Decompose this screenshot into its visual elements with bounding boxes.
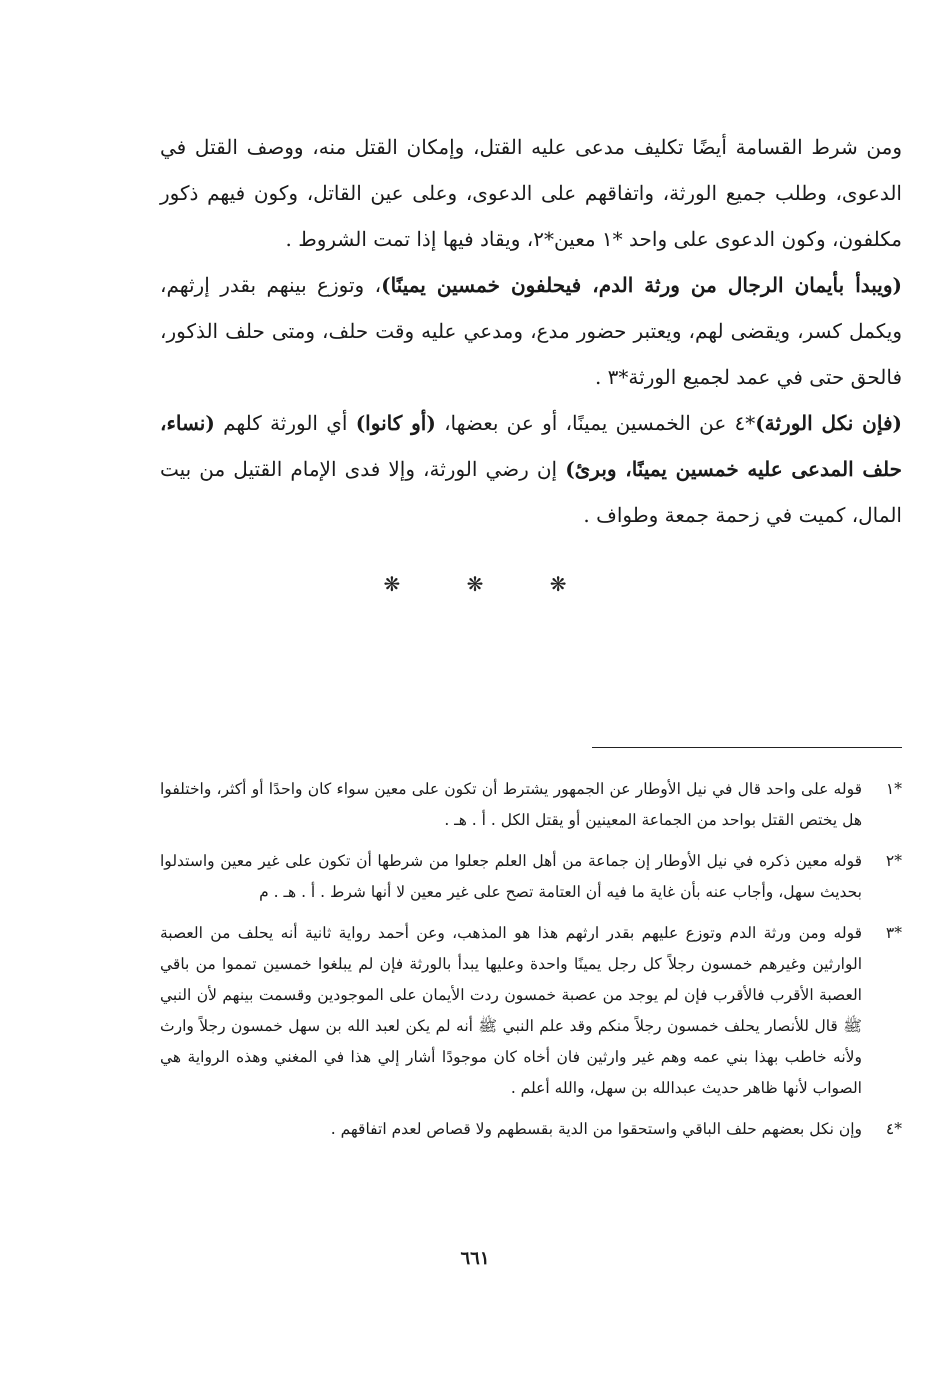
paragraph-2 xyxy=(160,262,902,400)
asterism-icon: ❋ xyxy=(383,572,401,596)
footnote-marker: *٢ xyxy=(885,852,902,870)
paragraph-3-text-1: *٤ عن الخمسين يمينًا، أو عن بعضها، xyxy=(435,411,756,435)
paragraph-3-matn-2: (أو كانوا) xyxy=(355,411,436,435)
paragraph-3-text-2: أي الورثة كلهم xyxy=(214,411,356,435)
footnote-marker: *٤ xyxy=(885,1120,902,1138)
page-number: ٦٦١ xyxy=(460,1248,490,1269)
footnote-1 xyxy=(160,774,902,836)
main-text xyxy=(160,124,902,538)
footnote-4 xyxy=(160,1114,902,1145)
footnote-text: وإن نكل بعضهم حلف الباقي واستحقوا من الدية بقسطهم ولا قصاص لعدم اتفاقهم . xyxy=(330,1120,862,1138)
footnote-text: قوله على واحد قال في نيل الأوطار عن الجمهور يشترط أن تكون على معين سواء كان واحدًا أو أكثر، واختلفوا هل يختص القتل بواحد من الجماعة المعينين أو يقتل الكل . أ . هـ . xyxy=(160,780,862,829)
footnote-text: قوله معين ذكره في نيل الأوطار إن جماعة من أهل العلم جعلوا من شرطها أن تكون على غير معين واستدلوا بحديث سهل، وأجاب عنه بأن غاية ما فيه أن العتامة تصح على غير معين لا أنها شرط . أ . هـ . م xyxy=(160,852,862,901)
footnote-3 xyxy=(160,918,902,1104)
footnote-2 xyxy=(160,846,902,908)
footnote-separator xyxy=(592,747,902,748)
footnote-marker: *٣ xyxy=(885,924,902,942)
paragraph-3-matn-1: (فإن نكل الورثة) xyxy=(755,411,902,435)
paragraph-2-text: ، وتوزع بينهم بقدر إرثهم، ويكمل كسر، ويقضى لهم، ويعتبر حضور مدع، ومدعي عليه وقت حلف، ومتى حلف الذكور، فالحق حتى في عمد لجميع الورثة*٣ . xyxy=(160,273,902,389)
paragraph-1-text: ومن شرط القسامة أيضًا تكليف مدعى عليه القتل، وإمكان القتل منه، ووصف القتل في الدعوى، وطلب جميع الورثة، واتفاقهم على الدعوى، وعلى عين القاتل، وكون فيهم ذكور مكلفون، وكون الدعوى على واحد *١ معين*٢، ويقاد فيها إذا تمت الشروط . xyxy=(160,135,902,251)
footnote-text: قوله ومن ورثة الدم وتوزع عليهم بقدر ارثهم هذا هو المذهب، وعن أحمد رواية ثانية أنه يحلف من العصبة الوارثين وغيرهم خمسون رجلاً كل رجل يمينًا واحدة وعليها يبدأ بالورثة فإن لم يبلغوا خمسين تمموا من باقي العصبة الأقرب فالأقرب فإن لم يوجد من عصبة خمسون ردت الأيمان على الموجودين وقسمت بينهم لأن النبي ﷺ قال للأنصار يحلف خمسون رجلاً منكم وقد علم النبي ﷺ أنه لم يكن لعبد الله بن سهل خمسون رجلاً وارث ولأنه خاطب بهذا بني عمه وهم غير وارثين فان أخاه كان موجودًا أشار إلي هذا في المغني وهذه الرواية هي الصواب لأنها ظاهر حديث عبدالله بن سهل، والله أعلم . xyxy=(160,924,862,1097)
footnotes xyxy=(160,774,902,1155)
asterism-icon: ❋ xyxy=(466,572,484,596)
paragraph-3-matn-3: (نساء، حلف المدعى عليه خمسين يمينًا، وبرئ) xyxy=(160,411,903,481)
paragraph-3 xyxy=(160,400,902,538)
asterism-icon: ❋ xyxy=(549,572,567,596)
paragraph-1 xyxy=(160,124,902,262)
paragraph-3-text-3: إن رضي الورثة، وإلا فدى الإمام القتيل من بيت المال، كميت في زحمة جمعة وطواف . xyxy=(160,457,902,527)
footnote-marker: *١ xyxy=(885,780,902,798)
paragraph-2-matn: (ويبدأ بأيمان الرجال من ورثة الدم، فيحلفون خمسين يمينًا) xyxy=(381,273,902,297)
section-divider-ornament xyxy=(0,572,950,596)
